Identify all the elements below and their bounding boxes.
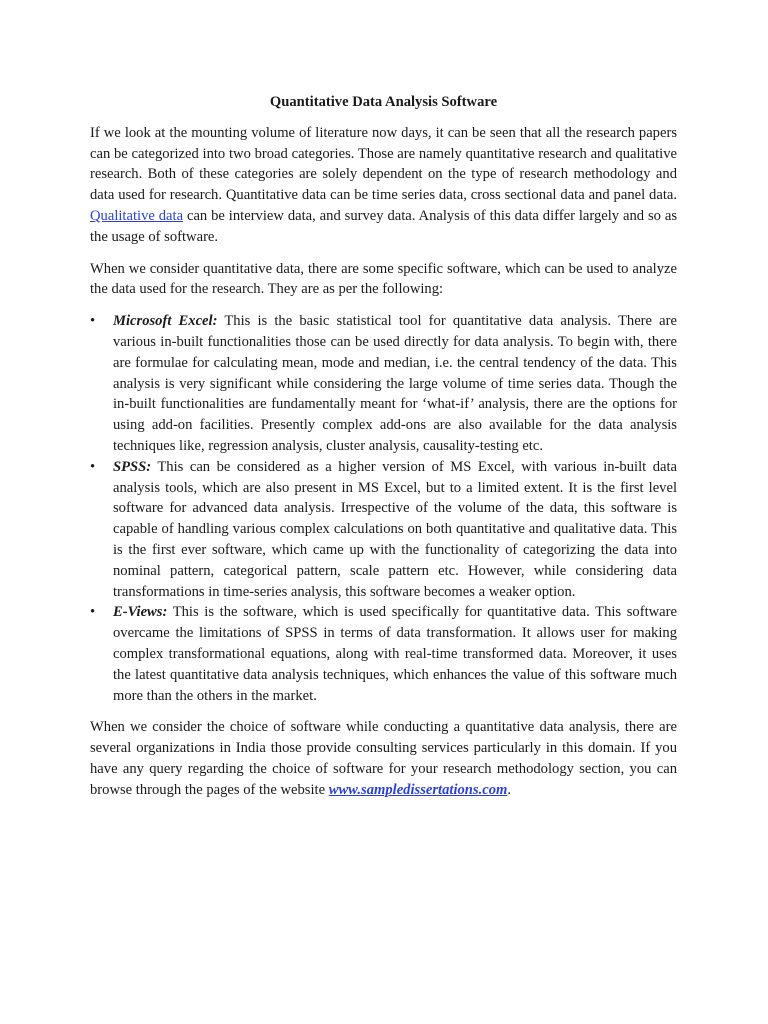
bullet-icon: • <box>90 604 96 621</box>
software-list <box>90 311 677 706</box>
closing-paragraph <box>90 717 677 800</box>
term-spss: SPSS: <box>113 458 152 475</box>
lead-paragraph: When we consider quantitative data, there are some specific software, which can be used to analyze the data used for the research. They are as per the following: <box>90 260 677 298</box>
description-spss: This can be considered as a higher version of MS Excel, with various in-built data analysis tools, which are also present in MS Excel, but to a limited extent. It is the first level software for advanced data analysis. Irrespective of the volume of the data, this software is capable of handling various complex calculations on both quantitative and qualitative data. This is the first ever software, which came up with the functionality of categorizing the data into nominal pattern, categorical pattern, scale pattern etc. However, while considering data transformations in time-series analysis, this software becomes a weaker option. <box>113 458 677 600</box>
list-item-excel <box>90 311 677 457</box>
list-item-eviews <box>90 602 677 706</box>
term-excel: Microsoft Excel: <box>113 313 218 330</box>
document-title: Quantitative Data Analysis Software <box>269 94 498 110</box>
website-link[interactable]: www.sampledissertations.com <box>328 781 508 798</box>
term-eviews: E-Views: <box>113 604 168 621</box>
bullet-icon: • <box>90 313 96 330</box>
closing-text-after-link: . <box>507 781 512 798</box>
description-excel: This is the basic statistical tool for quantitative data analysis. There are various in-built functionalities those can be used directly for data analysis. To begin with, there are formulae for calculating mean, mode and median, i.e. the central tendency of the data. This analysis is very significant while considering the large volume of time series data. Though the in-built functionalities are fundamentally meant for ‘what-if’ analysis, there are the options for using add-on facilities. Presently complex add-ons are also available for the data analysis techniques like, regression analysis, cluster analysis, causality-testing etc. <box>113 313 677 454</box>
qualitative-data-link[interactable]: Qualitative data <box>90 207 184 224</box>
description-eviews: This is the software, which is used specifically for quantitative data. This software overcame the limitations of SPSS in terms of data transformation. It allows user for making complex transformational equations, along with real-time transformed data. Moreover, it uses the latest quantitative data analysis techniques, which enhances the value of this software much more than the others in the market. <box>113 604 677 704</box>
intro-text-before-link: If we look at the mounting volume of literature now days, it can be seen that all the research papers can be categorized into two broad categories. Those are namely quantitative research and qualitative research. Both of these categories are solely dependent on the type of research methodology and data used for research. Quantitative data can be time series data, cross sectional data and panel data. <box>90 124 677 204</box>
document-page <box>90 92 677 812</box>
list-item-spss <box>90 457 677 603</box>
closing-text-before-link: When we consider the choice of software while conducting a quantitative data analysis, there are several organizations in India those provide consulting services particularly in this domain. If you have any query regarding the choice of software for your research methodology section, you can browse through the pages of the website <box>90 719 677 798</box>
bullet-icon: • <box>90 458 96 475</box>
intro-paragraph <box>90 123 677 248</box>
intro-text-after-link: can be interview data, and survey data. Analysis of this data differ largely and so as the usage of software. <box>90 207 678 245</box>
